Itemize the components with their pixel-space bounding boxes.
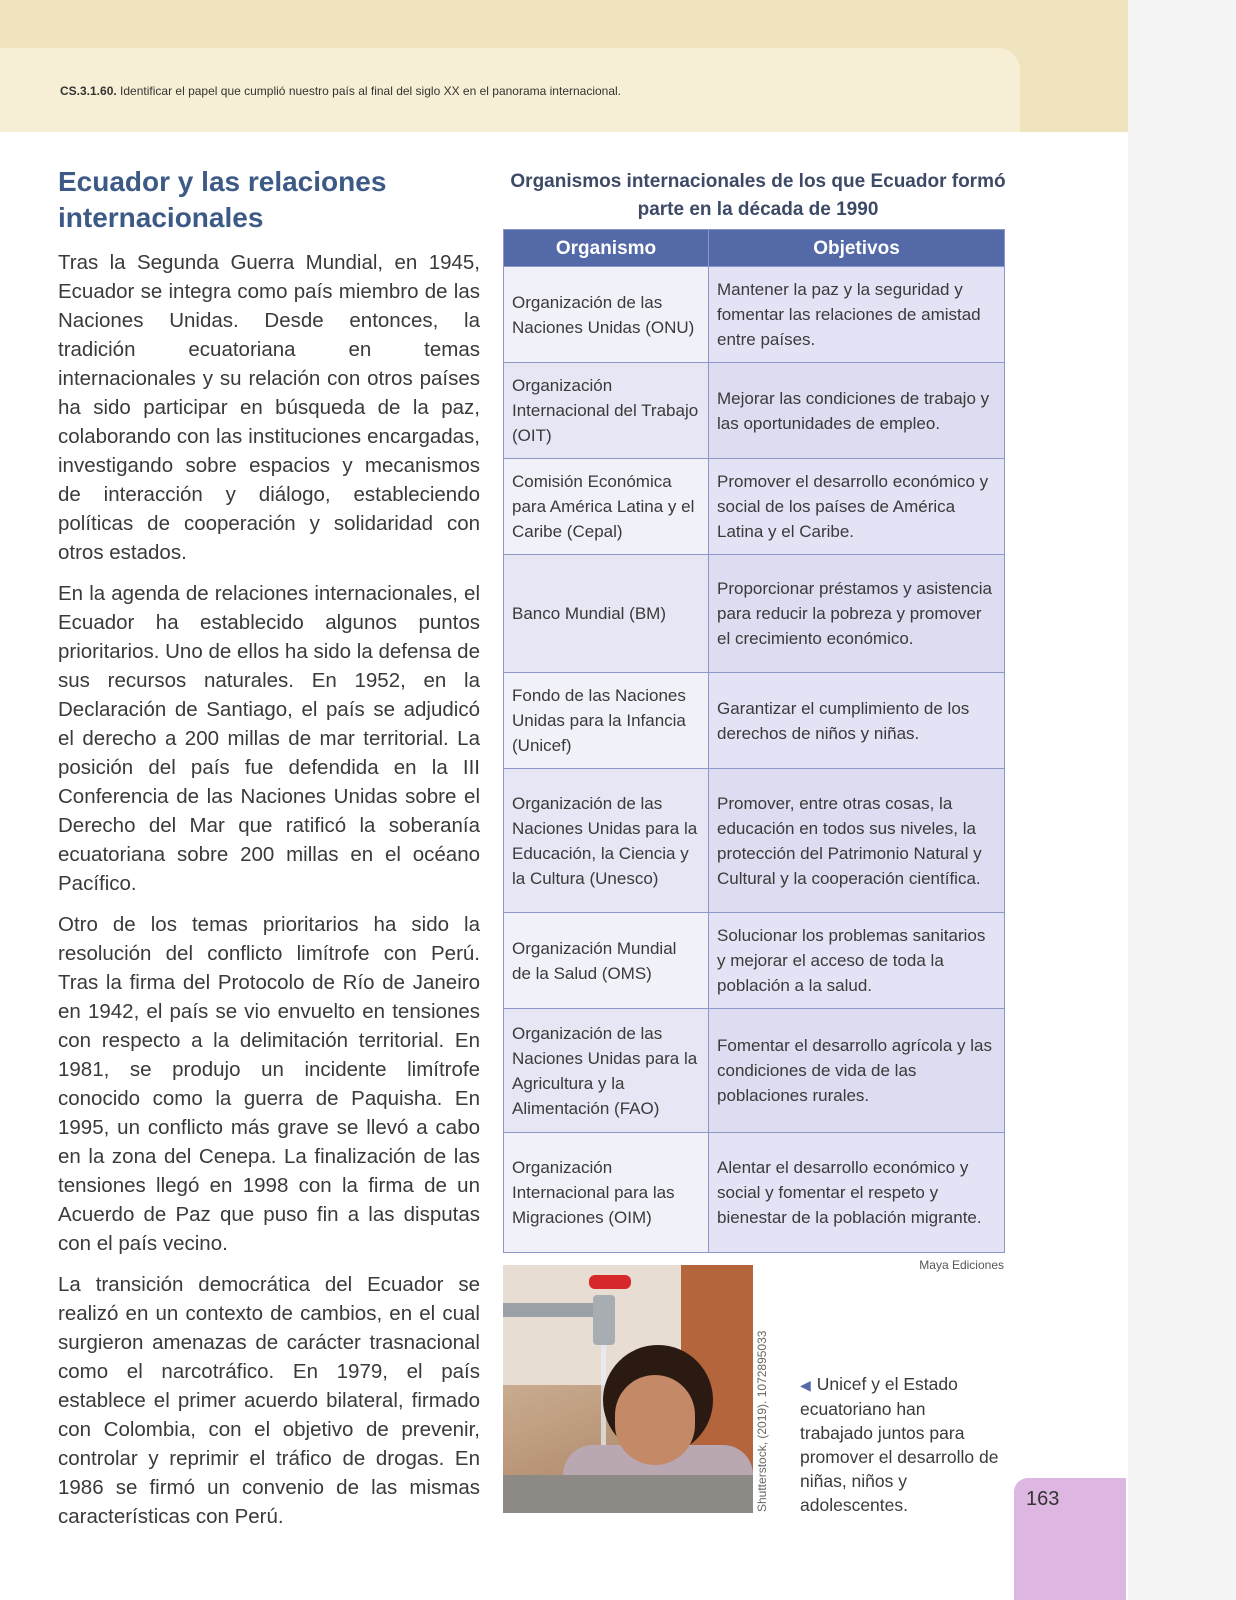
organizations-table — [503, 229, 1005, 1253]
skill-text: Identificar el papel que cumplió nuestro país al final del siglo XX en el panorama internacional. — [120, 84, 622, 98]
photo-basin — [503, 1475, 753, 1513]
photo-caption — [800, 1372, 1000, 1517]
cell-organismo: Banco Mundial (BM) — [504, 555, 709, 673]
girl-at-tap-photo — [503, 1265, 753, 1513]
article-title: Ecuador y las relaciones internacionales — [58, 166, 387, 233]
cell-objetivo: Promover, entre otras cosas, la educación en todos sus niveles, la protección del Patrimonio Natural y Cultural y la cooperación científica. — [709, 769, 1005, 913]
cell-objetivo: Alentar el desarrollo económico y social y fomentar el respeto y bienestar de la población migrante. — [709, 1133, 1005, 1253]
table-row — [504, 363, 1005, 459]
table-row — [504, 673, 1005, 769]
cell-organismo: Fondo de las Naciones Unidas para la Infancia (Unicef) — [504, 673, 709, 769]
cell-objetivo: Proporcionar préstamos y asistencia para reducir la pobreza y promover el crecimiento económico. — [709, 555, 1005, 673]
table-row — [504, 913, 1005, 1009]
page-number: 163 — [1026, 1488, 1060, 1510]
column-header-organismo: Organismo — [504, 230, 709, 267]
paragraph: Otro de los temas prioritarios ha sido la resolución del conflicto limítrofe con Perú. Tras la firma del Protocolo de Río de Janeiro en 1942, el país se vio envuelto en tensiones con respecto a la delimitación territorial. En 1981, se produjo un incidente limítrofe conocido como la guerra de Paquisha. En 1995, un conflicto más grave se llevó a cabo en la zona del Cenepa. La finalización de las tensiones llegó en 1998 con la firma de un Acuerdo de Paz que puso fin a las disputas con el país vecino. — [58, 913, 480, 1255]
photo-face — [615, 1375, 695, 1465]
table-header-row — [504, 230, 1005, 267]
cell-organismo: Organización Internacional del Trabajo (OIT) — [504, 363, 709, 459]
cell-organismo: Organización de las Naciones Unidas (ONU) — [504, 267, 709, 363]
cell-organismo: Organización de las Naciones Unidas para la Educación, la Ciencia y la Cultura (Unesco) — [504, 769, 709, 913]
table-row — [504, 267, 1005, 363]
skill-objective — [60, 84, 621, 98]
tap-handle — [589, 1275, 631, 1289]
cell-organismo: Organización de las Naciones Unidas para la Agricultura y la Alimentación (FAO) — [504, 1009, 709, 1133]
header-band — [0, 0, 1236, 132]
cell-objetivo: Fomentar el desarrollo agrícola y las condiciones de vida de las poblaciones rurales. — [709, 1009, 1005, 1133]
cell-organismo: Comisión Económica para América Latina y el Caribe (Cepal) — [504, 459, 709, 555]
article-body — [58, 248, 480, 1543]
photo-credit: Shutterstock, (2019). 1072895033 — [755, 1330, 769, 1512]
table-row — [504, 555, 1005, 673]
skill-code: CS.3.1.60. — [60, 84, 117, 98]
cell-objetivo: Garantizar el cumplimiento de los derechos de niños y niñas. — [709, 673, 1005, 769]
tap-icon — [593, 1295, 615, 1345]
caption-text: Unicef y el Estado ecuatoriano han trabajado juntos para promover el desarrollo de niñas, niños y adolescentes. — [800, 1374, 999, 1515]
table-row — [504, 1133, 1005, 1253]
page-edge — [1128, 0, 1236, 1600]
column-header-objetivos: Objetivos — [709, 230, 1005, 267]
cell-objetivo: Solucionar los problemas sanitarios y mejorar el acceso de toda la población a la salud. — [709, 913, 1005, 1009]
triangle-left-icon: ◀ — [800, 1377, 811, 1393]
cell-organismo: Organización Internacional para las Migraciones (OIM) — [504, 1133, 709, 1253]
paragraph: Tras la Segunda Guerra Mundial, en 1945, Ecuador se integra como país miembro de las Naciones Unidas. Desde entonces, la tradición ecuatoriana en temas internacionales y su relación con otros países ha sido participar en búsqueda de la paz, colaborando con las instituciones encargadas, investigando sobre espacios y mecanismos de interacción y diálogo, estableciendo políticas de cooperación y solidaridad con otros estados. — [58, 251, 480, 564]
table-source: Maya Ediciones — [919, 1258, 1004, 1272]
paragraph: En la agenda de relaciones internacionales, el Ecuador ha establecido algunos puntos prioritarios. Uno de ellos ha sido la defensa de sus recursos naturales. En 1952, en la Declaración de Santiago, el país se adjudicó el derecho a 200 millas de mar territorial. La posición del país fue defendida en la III Conferencia de las Naciones Unidas sobre el Derecho del Mar que ratificó la soberanía ecuatoriana sobre 200 millas en el océano Pacífico. — [58, 582, 480, 895]
cell-organismo: Organización Mundial de la Salud (OMS) — [504, 913, 709, 1009]
table-title: Organismos internacionales de los que Ecuador formó parte en la década de 1990 — [510, 171, 1006, 220]
paragraph: La transición democrática del Ecuador se realizó en un contexto de cambios, en el cual surgieron amenazas de carácter trasnacional como el narcotráfico. En 1979, el país establece el primer acuerdo bilateral, firmado con Colombia, con el objetivo de prevenir, controlar y reprimir el tráfico de drogas. En 1986 se firmó un convenio de las mismas características con Perú. — [58, 1273, 480, 1528]
cell-objetivo: Promover el desarrollo económico y social de los países de América Latina y el Caribe. — [709, 459, 1005, 555]
table-row — [504, 769, 1005, 913]
cell-objetivo: Mantener la paz y la seguridad y fomentar las relaciones de amistad entre países. — [709, 267, 1005, 363]
table-row — [504, 1009, 1005, 1133]
cell-objetivo: Mejorar las condiciones de trabajo y las oportunidades de empleo. — [709, 363, 1005, 459]
table-row — [504, 459, 1005, 555]
